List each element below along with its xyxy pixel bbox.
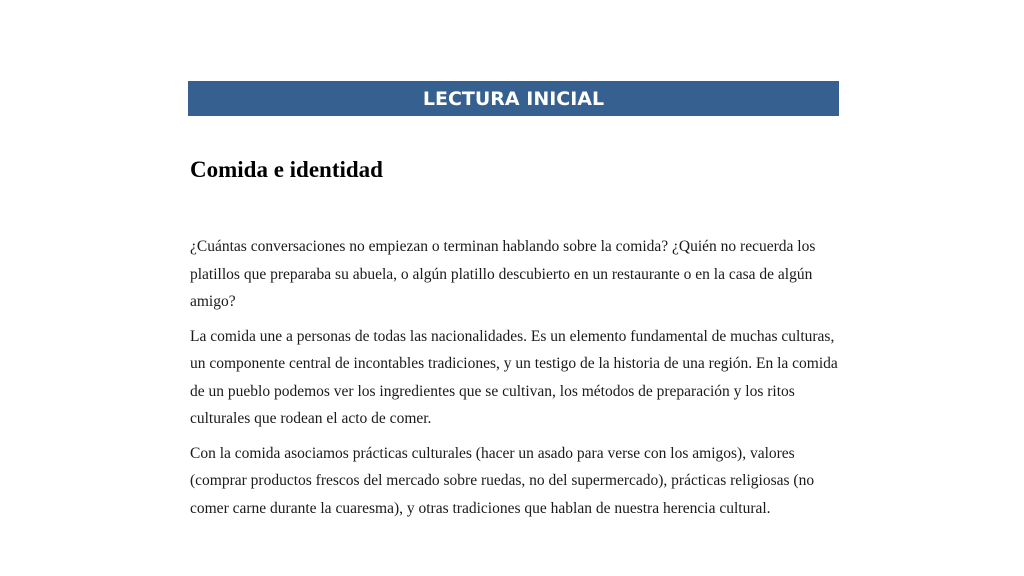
paragraph-1: ¿Cuántas conversaciones no empiezan o terminan hablando sobre la comida? ¿Quién no recuerda los platillos que preparaba su abuela, o algún platillo descubierto en un restaurante o en la casa de algún amigo?: [190, 238, 816, 310]
paragraph-2: La comida une a personas de todas las nacionalidades. Es un elemento fundamental de muchas culturas, un componente central de incontables tradiciones, y un testigo de la historia de una región. En la comida de un pueblo podemos ver los ingredientes que se cultivan, los métodos de preparación y los ritos culturales que rodean el acto de comer.: [190, 327, 838, 427]
banner-title: LECTURA INICIAL: [422, 87, 605, 110]
section-banner: [188, 81, 839, 116]
document-heading: Comida e identidad: [190, 157, 383, 182]
paragraph-3: Con la comida asociamos prácticas culturales (hacer un asado para verse con los amigos), valores (comprar productos frescos del mercado sobre ruedas, no del supermercado), prácticas religiosas (no comer carne durante la cuaresma), y otras tradiciones que hablan de nuestra herencia cultural.: [190, 444, 815, 517]
document-body: [190, 233, 842, 529]
